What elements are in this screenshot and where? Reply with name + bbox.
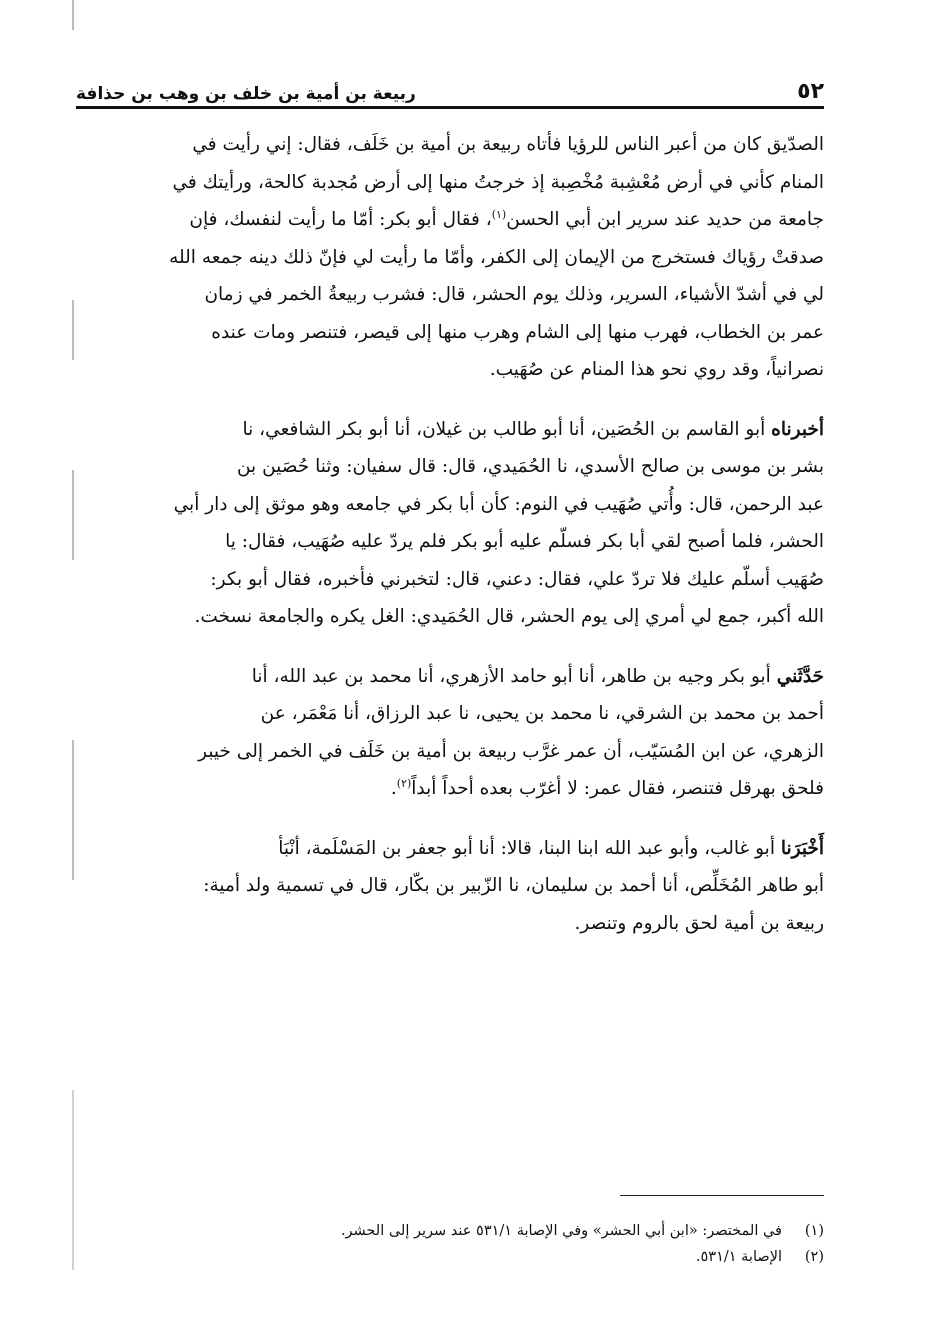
text-line: عبد الرحمن، قال: وأُتي صُهَيب في النوم: كأن أبا بكر في جامعه وهو موثق إلى دار أبي <box>173 493 824 515</box>
footnote <box>76 1244 824 1270</box>
text-line <box>76 830 824 868</box>
text-line: المنام كأني في أرض مُعْشِبة مُخْصِبة إذ خرجتُ منها إلى أرض مُجدبة كالحة، ورأيتك في <box>172 171 824 193</box>
text-segment: أبو القاسم بن الحُصَين، أنا أبو طالب بن غيلان، أنا أبو بكر الشافعي، نا <box>242 418 772 440</box>
text-segment: ، فقال أبو بكر: أمّا ما رأيت لنفسك، فإن <box>189 209 492 230</box>
text-line: أحمد بن محمد بن الشرقي، نا محمد بن يحيى، نا عبد الرزاق، أنا مَعْمَر، عن <box>260 703 824 724</box>
header-rule <box>76 106 824 109</box>
footnote-text: في المختصر: «ابن أبي الحشر» وفي الإصابة ٥٣١/١ عند سرير إلى الحشر. <box>340 1223 782 1239</box>
text-line: أبو طاهر المُخَلِّص، أنا أحمد بن سليمان، نا الزّبير بن بكّار، قال في تسمية ولد أمية: <box>203 875 824 896</box>
paragraph-1 <box>76 126 824 389</box>
footnote-ref[interactable]: (١) <box>491 207 507 221</box>
text-line: صُهَيب أسلّم عليك فلا تردّ علي، فقال: دعني، قال: لتخبرني فأخبره، فقال أبو بكر: <box>210 568 824 590</box>
page-header <box>76 68 824 104</box>
footnote-text: الإصابة ٥٣١/١. <box>695 1249 782 1265</box>
text-segment: أبو غالب، وأبو عبد الله ابنا البنا، قالا: أنا أبو جعفر بن المَسْلَمة، أنْبَأ <box>278 837 781 859</box>
footnote-number: (٢) <box>804 1249 824 1265</box>
running-head: ربيعة بن أمية بن خلف بن وهب بن حذافة <box>76 84 416 104</box>
footnote-rule <box>620 1195 824 1196</box>
binding-edge-line <box>72 300 74 360</box>
text-line: بشر بن موسى بن صالح الأسدي، نا الحُمَيدي، قال: قال سفيان: وثنا حُصَين بن <box>236 456 824 477</box>
text-line <box>76 658 824 696</box>
text-segment: فلحق بهرقل فتنصر، فقال عمر: لا أغرّب بعده أحداً أبداً <box>411 778 824 799</box>
footnotes <box>76 1218 824 1270</box>
binding-edge-line <box>72 470 74 560</box>
paragraph-lead: أَخْبَرَنا <box>780 837 824 859</box>
text-line: الحشر، فلما أصبح لقي أبا بكر فسلّم عليه أبو بكر فلم يردّ عليه صُهَيب، فقال: يا <box>225 531 824 552</box>
text-line: الزهري، عن ابن المُسَيّب، أن عمر غرَّب ربيعة بن أمية بن خَلَف في الخمر إلى خيبر <box>198 740 824 762</box>
text-segment: جامعة من حديد عند سرير ابن أبي الحسن <box>506 209 824 230</box>
paragraph-lead: حَدَّثَني <box>776 665 824 687</box>
paragraph-4 <box>76 830 824 943</box>
text-line: عمر بن الخطاب، فهرب منها إلى الشام وهرب منها إلى قيصر، فتنصر ومات عنده <box>211 321 824 343</box>
text-line: فلحق بهرقل فتنصر، فقال عمر: لا أغرّب بعده أحداً أبداً$^{(٢)}$. <box>390 776 824 799</box>
binding-edge-line <box>72 0 74 30</box>
text-line: الله أكبر، جمع لي أمري إلى يوم الحشر، قال الحُمَيدي: الغل يكره والجامعة نسخت. <box>194 606 824 627</box>
main-text <box>76 126 824 964</box>
text-line: الصدّيق كان من أعبر الناس للرؤيا فأتاه ربيعة بن أمية بن خَلَف، فقال: إني رأيت في <box>192 134 824 155</box>
footnote-number: (١) <box>804 1223 824 1239</box>
footnote <box>76 1218 824 1244</box>
text-line: لي في أشدّ الأشياء، السرير، وذلك يوم الحشر، قال: فشرب ربيعةُ الخمر في زمان <box>204 284 824 305</box>
paragraph-2 <box>76 411 824 636</box>
binding-edge-line <box>72 740 74 880</box>
text-line: صدقتْ رؤياك فستخرج من الإيمان إلى الكفر، وأمّا ما رأيت لي فإنّ ذلك دينه جمعه الله <box>169 246 824 268</box>
text-line <box>76 411 824 449</box>
text-line: نصرانياً، وقد روي نحو هذا المنام عن صُهَيب. <box>489 359 824 380</box>
paragraph-3 <box>76 658 824 808</box>
text-line <box>76 201 824 239</box>
page-number: ٥٢ <box>797 79 824 104</box>
binding-edge-line <box>72 1090 74 1270</box>
text-segment: أبو بكر وجيه بن طاهر، أنا أبو حامد الأزهري، أنا محمد بن عبد الله، أنا <box>251 665 777 687</box>
paragraph-lead: أخبرناه <box>771 418 824 440</box>
footnote-ref[interactable]: (٢) <box>396 776 412 790</box>
text-line: ربيعة بن أمية لحق بالروم وتنصر. <box>574 912 824 934</box>
